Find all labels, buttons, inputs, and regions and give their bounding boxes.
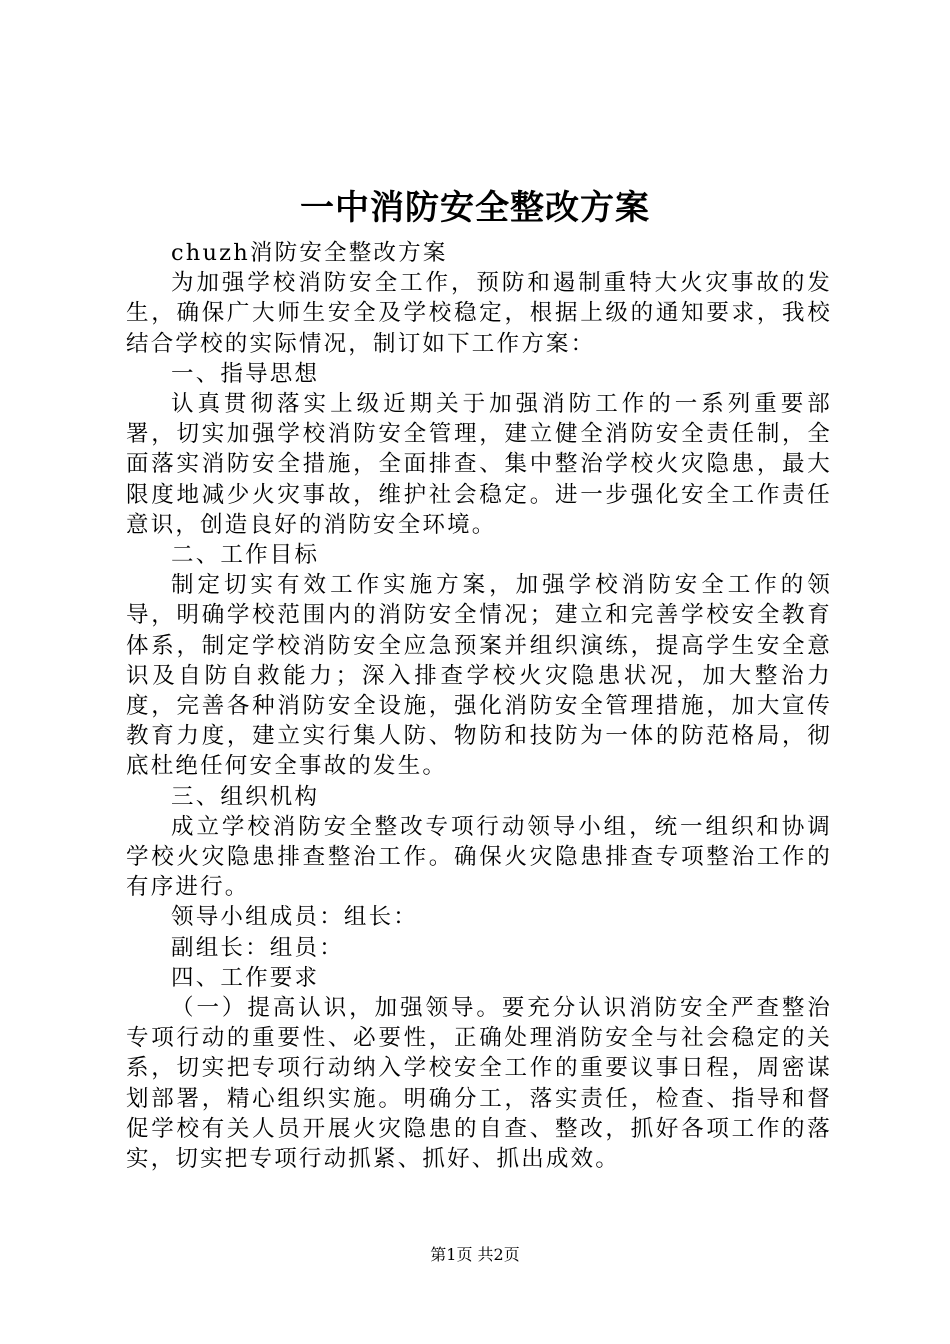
document-body [126, 238, 832, 1174]
paragraph: 制定切实有效工作实施方案，加强学校消防安全工作的领导，明确学校范围内的消防安全情况；建立和完善学校安全教育体系，制定学校消防安全应急预案并组织演练，提高学生安全意识及自防自救能力；深入排查学校火灾隐患状况，加大整治力度，完善各种消防安全设施，强化消防安全管理措施，加大宣传教育力度，建立实行集人防、物防和技防为一体的防范格局，彻底杜绝任何安全事故的发生。 [126, 572, 832, 780]
section-heading: 二、工作目标 [171, 542, 320, 569]
paragraph: 成立学校消防安全整改专项行动领导小组，统一组织和协调学校火灾隐患排查整治工作。确保火灾隐患排查专项整治工作的有序进行。 [126, 813, 832, 901]
page-footer: 第1页 共2页 [430, 1245, 520, 1264]
section-heading: 四、工作要求 [171, 964, 320, 991]
paragraph: 副组长：组员： [171, 934, 344, 961]
document-title: 一中消防安全整改方案 [300, 188, 650, 228]
section-heading: 三、组织机构 [171, 783, 320, 810]
paragraph: chuzh消防安全整改方案 [171, 240, 448, 266]
paragraph: 为加强学校消防安全工作，预防和遏制重特大火灾事故的发生，确保广大师生安全及学校稳定，根据上级的通知要求，我校结合学校的实际情况，制订如下工作方案： [126, 270, 832, 357]
paragraph: 认真贯彻落实上级近期关于加强消防工作的一系列重要部署，切实加强学校消防安全管理，建立健全消防安全责任制，全面落实消防安全措施，全面排查、集中整治学校火灾隐患，最大限度地减少火灾事故，维护社会稳定。进一步强化安全工作责任意识，创造良好的消防安全环境。 [126, 391, 832, 538]
paragraph: （一）提高认识，加强领导。要充分认识消防安全严查整治专项行动的重要性、必要性，正确处理消防安全与社会稳定的关系，切实把专项行动纳入学校安全工作的重要议事日程，周密谋划部署，精心组织实施。明确分工，落实责任，检查、指导和督促学校有关人员开展火灾隐患的自查、整改，抓好各项工作的落实，切实把专项行动抓紧、抓好、抓出成效。 [126, 995, 832, 1173]
paragraph: 领导小组成员：组长： [171, 904, 419, 931]
section-heading: 一、指导思想 [171, 360, 320, 387]
